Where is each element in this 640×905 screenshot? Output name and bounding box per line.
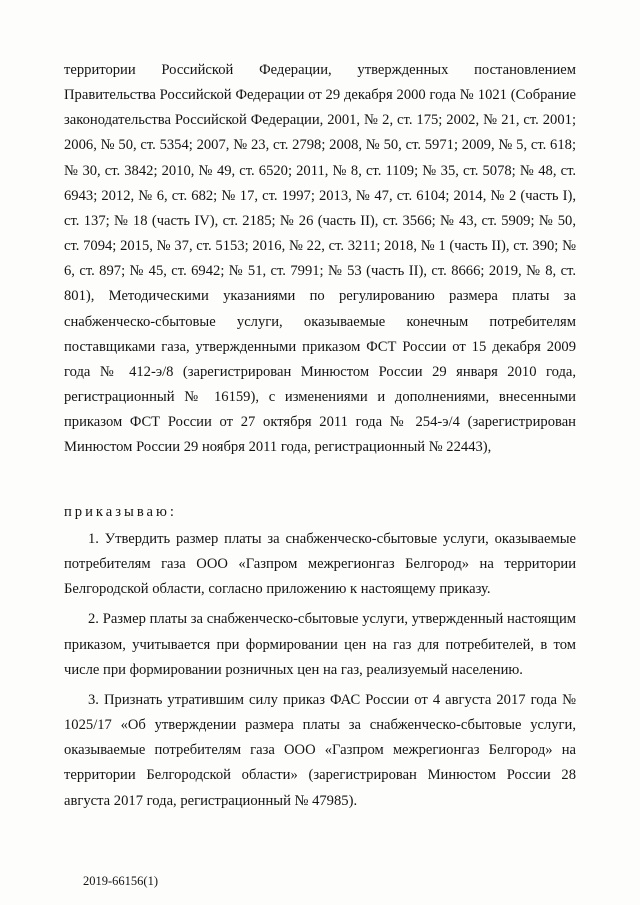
item-3: 3. Признать утратившим силу приказ ФАС России от 4 августа 2017 года № 1025/17 «Об утверждении размера платы за снабженческо-сбытовые услуги, оказываемые потребителям газа ООО «Газпром межрегионгаз Белгород» на территории Белгородской области» (зарегистрирован Минюстом России 28 августа 2017 года, регистрационный № 47985). xyxy=(64,691,576,809)
item-2: 2. Размер платы за снабженческо-сбытовые услуги, утвержденный настоящим приказом, учитывается при формировании цен на газ для потребителей, в том числе при формировании розничных цен на газ, реализуемый населению. xyxy=(64,611,576,678)
order-word: приказываю: xyxy=(64,504,177,520)
items-section xyxy=(64,527,576,819)
document-number: 2019-66156(1) xyxy=(83,874,158,888)
intro-paragraph: территории Российской Федерации, утвержденных постановлением Правительства Российской Федерации от 29 декабря 2000 года № 1021 (Собрание законодательства Российской Федерации, 2001, № 2, ст. 175; 2002, № 21, ст. 2001; 2006, № 50, ст. 5354; 2007, № 23, ст. 2798; 2008, № 50, ст. 5971; 2009, № 5, ст. 618; № 30, ст. 3842; 2010, № 49, ст. 6520; 2011, № 8, ст. 1109; № 35, ст. 5078; № 48, ст. 6943; 2012, № 6, ст. 682; № 17, ст. 1997; 2013, № 47, ст. 6104; 2014, № 2 (часть I), ст. 137; № 18 (часть IV), ст. 2185; № 26 (часть II), ст. 3566; № 43, ст. 5909; № 50, ст. 7094; 2015, № 37, ст. 5153; 2016, № 22, ст. 3211; 2018, № 1 (часть II), ст. 390; № 6, ст. 897; № 45, ст. 6942; № 51, ст. 7991; № 53 (часть II), ст. 8666; 2019, № 8, ст. 801), Методическими указаниями по регулированию размера платы за снабженческо-сбытовые услуги, оказываемые конечным потребителям поставщиками газа, утвержденными приказом ФСТ России от 15 декабря 2009 года № 412-э/8 (зарегистрирован Минюстом России 29 января 2010 года, регистрационный № 16159), с изменениями и дополнениями, внесенными приказом ФСТ России от 27 октября 2011 года № 254-э/4 (зарегистрирован Минюстом России 29 ноября 2011 года, регистрационный № 22443), xyxy=(64,62,576,456)
item-1: 1. Утвердить размер платы за снабженческо-сбытовые услуги, оказываемые потребителям газа ООО «Газпром межрегионгаз Белгород» на территории Белгородской области, согласно приложению к настоящему приказу. xyxy=(64,531,576,598)
intro-section xyxy=(64,58,576,461)
order-section xyxy=(64,500,576,525)
